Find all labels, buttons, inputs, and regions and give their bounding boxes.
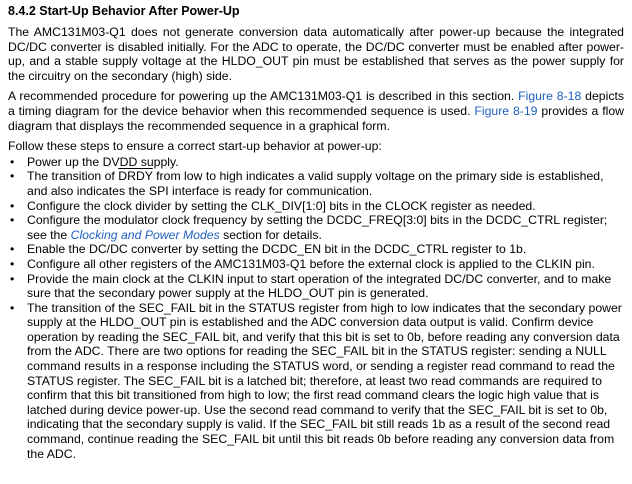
bullet: • <box>10 154 15 169</box>
step-text: from low to high indicates a valid supply voltage on the primary side is established, and also indicates the SPI interface is ready for communication. <box>27 169 604 198</box>
step-text: Configure the modulator clock frequency by setting the DCDC_FREQ[3:0] bits in the DCDC_CTRL register; see the <box>27 213 608 242</box>
section-heading: 8.4.2 Start-Up Behavior After Power-Up <box>8 4 240 18</box>
intro-paragraph: The AMC131M03-Q1 does not generate conversion data automatically after power-up because the integrated DC/DC converter is disabled initially. For the ADC to operate, the DC/DC converter must be enabled after power-up, and a stable supply voltage at the HLDO_OUT pin must be established that serves as the power supply for the circuitry on the secondary (high) side. <box>8 25 624 83</box>
drdy-signal: DRDY <box>118 169 153 184</box>
procedure-paragraph <box>8 89 624 133</box>
steps-list <box>8 155 624 461</box>
step-text: The transition of <box>27 169 119 184</box>
list-item <box>8 155 624 170</box>
bullet: • <box>10 198 15 213</box>
list-item <box>8 301 624 462</box>
figure-8-19-link[interactable]: Figure 8-19 <box>474 103 538 118</box>
step-text: Provide the main clock at the CLKIN input to start operation of the integrated DC/DC converter, and to make sure that the secondary power supply at the HLDO_OUT pin is generated. <box>27 271 612 301</box>
procedure-text-3: provides a flow diagram that displays the recommended sequence in a graphical form. <box>8 103 624 133</box>
document-page <box>0 4 632 484</box>
bullet: • <box>10 169 15 184</box>
steps-intro: Follow these steps to ensure a correct start-up behavior at power-up: <box>8 139 382 154</box>
step-text: section for details. <box>219 227 322 242</box>
list-item <box>8 213 624 242</box>
step-text: Power up the DVDD supply. <box>27 154 179 169</box>
bullet: • <box>10 213 15 228</box>
bullet: • <box>10 300 15 315</box>
list-item <box>8 257 624 272</box>
figure-8-18-link[interactable]: Figure 8-18 <box>518 89 582 104</box>
list-item <box>8 199 624 214</box>
procedure-text-2: depicts a timing diagram for the device behavior when this recommended sequence is used. <box>8 89 624 118</box>
step-text: Enable the DC/DC converter by setting the DCDC_EN bit in the DCDC_CTRL register to 1b. <box>27 242 527 257</box>
list-item <box>8 242 624 257</box>
step-text: Configure all other registers of the AMC131M03-Q1 before the external clock is applied to the CLKIN pin. <box>27 256 595 271</box>
procedure-text-1: A recommended procedure for powering up the AMC131M03-Q1 is described in this section. <box>8 89 519 104</box>
step-text: The transition of the SEC_FAIL bit in the STATUS register from high to low indicates that the secondary power supply at the HLDO_OUT pin is established and the ADC conversion data output is valid. Confirm device operation by reading the SEC_FAIL bit, and verify that this bit is set to 0b, before reading any conversion data from the ADC. There are two options for reading the SEC_FAIL bit in the STATUS register: sending a NULL command results in a response including the STATUS word, or sending a register read command to read the STATUS register. The SEC_FAIL bit is a latched bit; therefore, at least two read commands are required to confirm that this bit transitioned from high to low; the first read command clears the logic high value that is latched during device power-up. Use the second read command to verify that the SEC_FAIL bit is set to 0b, indicating that the secondary supply is valid. If the SEC_FAIL bit still reads 1b as a result of the second read command, continue reading the SEC_FAIL bit until this bit reads 0b before reading any conversion data from the ADC. <box>27 300 622 461</box>
list-item <box>8 169 624 198</box>
bullet: • <box>10 271 15 286</box>
step-text: Configure the clock divider by setting the CLK_DIV[1:0] bits in the CLOCK register as needed. <box>27 198 536 213</box>
bullet: • <box>10 242 15 257</box>
list-item <box>8 272 624 301</box>
bullet: • <box>10 256 15 271</box>
clocking-power-modes-link[interactable]: Clocking and Power Modes <box>70 227 220 242</box>
